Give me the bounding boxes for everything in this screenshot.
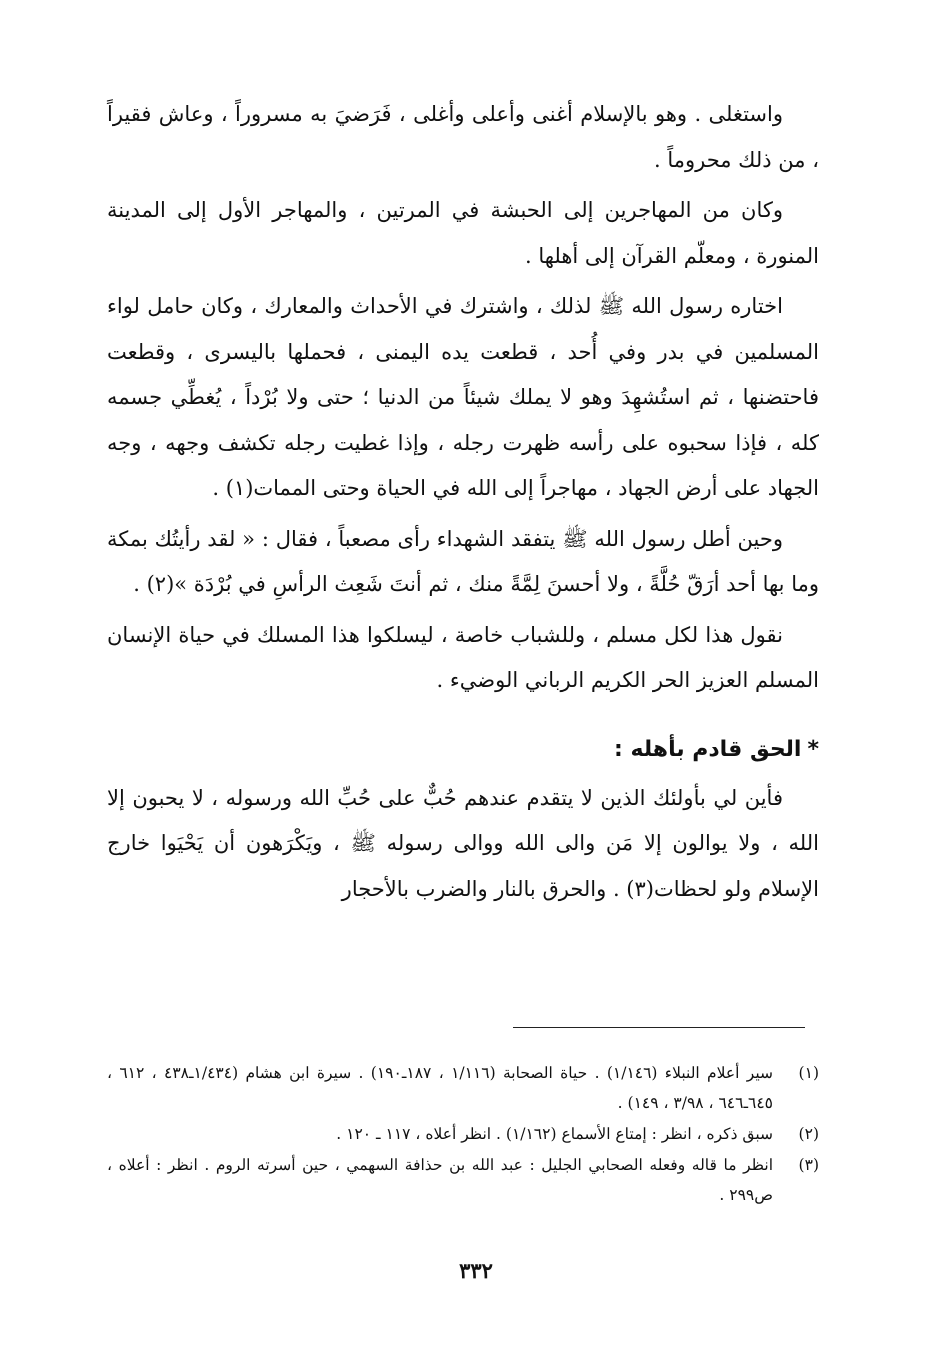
paragraph-2: وكان من المهاجرين إلى الحبشة في المرتين ، والمهاجر الأول إلى المدينة المنورة ، ومعلّم القرآن إلى أهلها . — [107, 198, 819, 268]
heading-text: الحق قادم بأهله : — [614, 736, 802, 762]
footnote-text: سبق ذكره ، انظر : إمتاع الأسماع (١/١٦٢) . انظر أعلاه ، ١١٧ ـ ١٢٠ . — [336, 1125, 773, 1143]
paragraph-3: اختاره رسول الله ﷺ لذلك ، واشترك في الأحداث والمعارك ، وكان حامل لواء المسلمين في بدر وفي أُحد ، قطعت يده اليمنى ، فحملها باليسرى ، وقطعت فاحتضنها ، ثم استُشهِدَ وهو لا يملك شيئاً من الدنيا ؛ حتى ولا بُرْداً ، يُغطِّي جسمه كله ، فإذا سحبوه على رأسه ظهرت رجله ، وإذا غطيت رجله تكشف وجهه ، وجه الجهاد على أرض الجهاد ، مهاجراً إلى الله في الحياة وحتى الممات(١) . — [107, 294, 819, 500]
paragraph-5: نقول هذا لكل مسلم ، وللشباب خاصة ، ليسلكوا هذا المسلك في حياة الإنسان المسلم العزيز الحر الكريم الرباني الوضيء . — [107, 622, 819, 692]
footnotes — [107, 1058, 819, 1211]
heading-asterisk-icon: * — [807, 736, 819, 762]
paragraph-1: واستغلى . وهو بالإسلام أغنى وأعلى وأغلى ، فَرَضيَ به مسروراً ، وعاش فقيراً ، من ذلك محروماً . — [107, 102, 819, 172]
footnote-text: انظر ما قاله وفعله الصحابي الجليل : عبد الله بن حذافة السهمي ، حين أسرته الروم . انظر : أعلاه ، ص٢٩٩ . — [107, 1156, 773, 1204]
paragraph-4: وحين أطل رسول الله ﷺ يتفقد الشهداء رأى مصعباً ، فقال : « لقد رأيتُك بمكة وما بها أحد أرَقّ حُلَّةً ، ولا أحسنَ لِمَّةً منك ، ثم أنتَ شَعِث الرأسِ في بُرْدَة »(٢) . — [107, 526, 819, 596]
page-number: ٣٣٢ — [459, 1258, 493, 1283]
footnote-3 — [107, 1150, 819, 1210]
footnote-text: سير أعلام النبلاء (١/١٤٦) . حياة الصحابة (١/١١٦ ، ١٨٧ـ١٩٠) . سيرة ابن هشام (١/٤٣٤ـ٤٣٨ ، ٦١٢ ، ٦٤٥ـ٦٤٦ ، ٣/٩٨ ، ١٤٩) . — [107, 1064, 774, 1112]
section-heading — [107, 730, 819, 770]
footnote-1 — [107, 1058, 819, 1118]
main-text — [107, 92, 819, 917]
paragraph-6: فأين لي بأولئك الذين لا يتقدم عندهم حُبٌّ على حُبِّ الله ورسوله ، لا يحبون إلا الله ، ولا يوالون إلا مَن والى الله ووالى رسوله ﷺ ، ويَكْرَهون أن يَحْيَوا خارج الإسلام ولو لحظات(٣) . والحرق بالنار والضرب بالأحجار — [107, 785, 819, 901]
footnote-divider — [513, 1027, 805, 1028]
footnote-number: (٣) — [798, 1156, 819, 1174]
footnote-number: (١) — [798, 1064, 819, 1082]
footnote-number: (٢) — [798, 1125, 819, 1143]
footnote-2 — [107, 1119, 819, 1149]
